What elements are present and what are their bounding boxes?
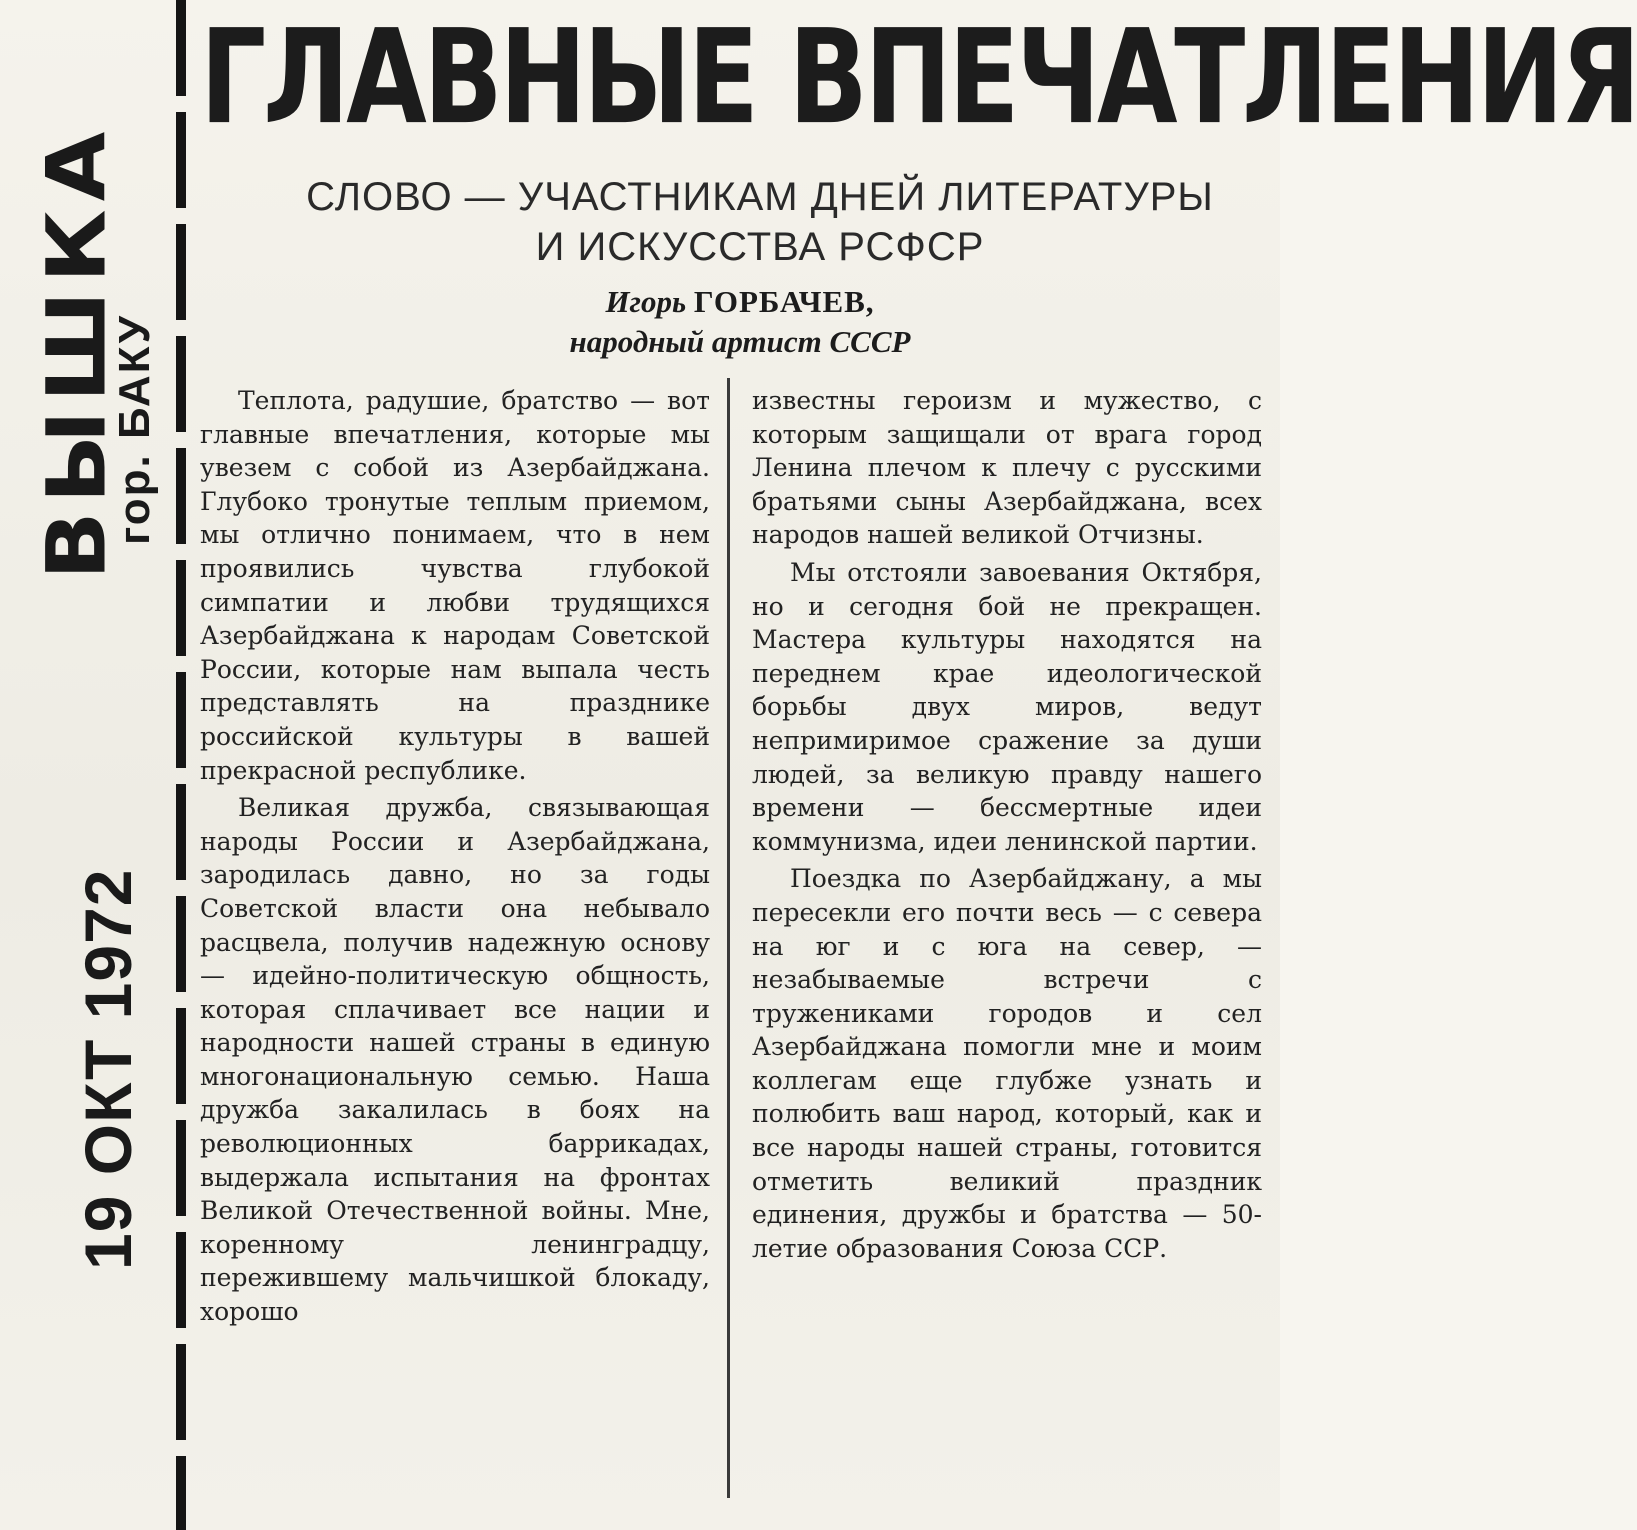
paragraph: Теплота, радушие, братство — вот главные впечатления, которые мы увезем с собой из Азербайджана. Глубоко тронутые теплым приемом, мы отлично понимаем, что в нем проявились чувства глубокой симпатии и любви трудящихся Азербайджана к народам Советской России, которые нам выпала честь представлять на празднике российской культуры в вашей прекрасной республике. xyxy=(200,386,710,785)
byline xyxy=(460,282,1020,362)
paragraph: Великая дружба, связывающая народы России и Азербайджана, зародилась давно, но за годы Советской власти она небывало расцвела, получив надежную основу — идейно-политическую общность, которая сплачивает все нации и народности нашей страны в единую многонациональную семью. Наша дружба закалилась в боях на революционных баррикадах, выдержала испытания на фронтах Великой Отечественной войны. Мне, коренному ленинградцу, пережившему мальчишкой блокаду, хорошо xyxy=(200,793,710,1327)
article-column-1 xyxy=(200,384,710,1333)
paragraph: Мы отстояли завоевания Октября, но и сегодня бой не прекращен. Мастера культуры находятся на переднем крае идеологической борьбы двух миров, ведут непримиримое сражение за души людей, за великую правду нашего времени — бессмертные идеи коммунизма, идеи ленинской партии. xyxy=(752,557,1262,856)
author-first-name: Игорь xyxy=(605,284,687,319)
city-stamp: гор. БАКУ xyxy=(110,314,159,545)
author-surname: ГОРБАЧЕВ, xyxy=(693,284,875,319)
article-column-2 xyxy=(752,384,1262,1269)
paragraph: Поездка по Азербайджану, а мы пересекли его почти весь — с севера на юг и с юга на север, — незабываемые встречи с тружениками городов и сел Азербайджана помогли мне и моим коллегам еще глубже узнать и полюбить ваш народ, который, как и все народы нашей страны, готовится отметить великий праздник единения, дружбы и братства — 50-летие образования Союза ССР. xyxy=(752,864,1262,1263)
author-title: народный артист СССР xyxy=(569,324,911,359)
column-divider xyxy=(727,378,730,1498)
author-name xyxy=(460,282,1020,322)
masthead-stamp: ВЫШКА xyxy=(30,123,125,580)
rubric-line-2: И ИСКУССТВА РСФСР xyxy=(535,225,985,269)
vertical-rule xyxy=(176,0,186,1530)
headline: ГЛАВНЫЕ ВПЕЧАТЛЕНИЯ xyxy=(200,2,1637,154)
date-stamp: 19 ОКТ 1972 xyxy=(71,868,145,1270)
paragraph: известны героизм и мужество, с которым защищали от врага город Ленина плечом к плечу с русскими братьями сыны Азербайджана, всех народов нашей великой Отчизны. xyxy=(752,386,1262,550)
rubric xyxy=(240,172,1280,272)
rubric-line-1: СЛОВО — УЧАСТНИКАМ ДНЕЙ ЛИТЕРАТУРЫ xyxy=(306,175,1214,219)
